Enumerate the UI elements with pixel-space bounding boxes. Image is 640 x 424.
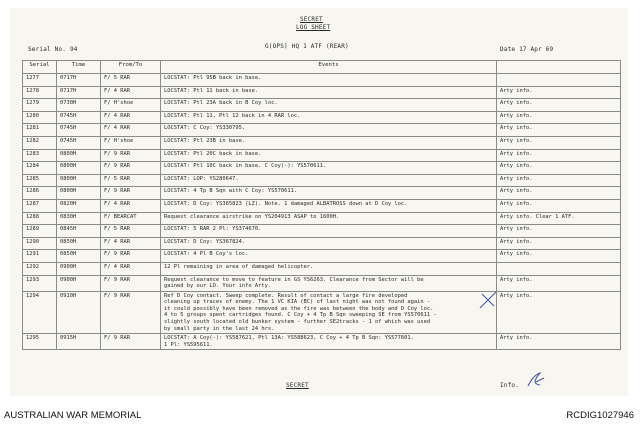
log-table xyxy=(22,60,621,350)
row-action: Arty info. xyxy=(497,174,621,187)
col-action xyxy=(497,61,621,74)
row-action: Arty info. xyxy=(497,334,621,350)
row-serial: 1287 xyxy=(23,199,57,212)
table-row xyxy=(23,111,621,124)
table-row xyxy=(23,291,621,334)
row-action: Arty info. xyxy=(497,99,621,112)
table-row xyxy=(23,334,621,350)
table-row xyxy=(23,86,621,99)
footer-archive-id: RCDIG1027946 xyxy=(566,410,634,421)
col-serial: Serial xyxy=(23,61,57,74)
row-from-to: F/ 4 RAR xyxy=(101,111,161,124)
row-action: Arty info. xyxy=(497,199,621,212)
row-serial: 1288 xyxy=(23,212,57,225)
row-from-to: F/ H'shoe xyxy=(101,136,161,149)
col-time: Time xyxy=(57,61,101,74)
col-events: Events xyxy=(161,61,497,74)
row-serial: 1285 xyxy=(23,174,57,187)
row-time: 0910H xyxy=(57,291,101,334)
row-event: LOCSTAT: Ptl 10C back in base. C Coy(-): YS570611. xyxy=(161,162,497,175)
row-from-to: F/ 4 RAR xyxy=(101,237,161,250)
row-event: 12 Pl remaining in area of damaged helicopter. xyxy=(161,262,497,275)
row-action xyxy=(497,74,621,87)
row-time: 0850H xyxy=(57,237,101,250)
handwritten-x-mark xyxy=(476,288,500,312)
table-row xyxy=(23,237,621,250)
table-row xyxy=(23,212,621,225)
row-event: LOCSTAT: D Coy: YS367824. xyxy=(161,237,497,250)
row-event: LOCSTAT: 4 Tp B Sqn with C Coy: YS570611. xyxy=(161,187,497,200)
row-time: 0900H xyxy=(57,262,101,275)
row-serial: 1277 xyxy=(23,74,57,87)
row-time: 0745H xyxy=(57,124,101,137)
row-from-to: F/ 9 RAR xyxy=(101,291,161,334)
row-time: 0800H xyxy=(57,149,101,162)
row-serial: 1283 xyxy=(23,149,57,162)
row-action: Arty info. xyxy=(497,225,621,238)
unit-heading: G(OPS) HQ 1 ATF (REAR) xyxy=(265,43,349,50)
row-from-to: F/ 4 RAR xyxy=(101,199,161,212)
row-from-to: F/ 5 RAR xyxy=(101,174,161,187)
row-time: 0800H xyxy=(57,162,101,175)
row-from-to: F/ 9 RAR xyxy=(101,187,161,200)
classification-top: SECRET xyxy=(300,16,323,23)
row-time: 0845H xyxy=(57,225,101,238)
table-row xyxy=(23,262,621,275)
row-action: Arty info. xyxy=(497,187,621,200)
row-time: 0800H xyxy=(57,187,101,200)
row-time: 0830H xyxy=(57,212,101,225)
table-row xyxy=(23,187,621,200)
row-from-to: F/ 4 RAR xyxy=(101,86,161,99)
row-from-to: F/ H'shoe xyxy=(101,99,161,112)
row-serial: 1279 xyxy=(23,99,57,112)
row-action xyxy=(497,262,621,275)
table-row xyxy=(23,199,621,212)
row-event: Request clearance to move to feature in GS YS6263. Clearance from Sector will be gained by our LO. Your info Arty. xyxy=(161,275,497,291)
row-event: LOCSTAT: 5 RAR 2 Pl: YS374670. xyxy=(161,225,497,238)
footer-archive-name: AUSTRALIAN WAR MEMORIAL xyxy=(4,410,142,421)
date-value: 17 Apr 69 xyxy=(519,46,554,53)
row-time: 0820H xyxy=(57,199,101,212)
table-header-row xyxy=(23,61,621,74)
row-action: Arty info. xyxy=(497,237,621,250)
log-sheet-title: LOG SHEET xyxy=(296,24,331,31)
row-event: LOCSTAT: Ptl 20C back in base. xyxy=(161,149,497,162)
table-row xyxy=(23,250,621,263)
row-serial: 1293 xyxy=(23,275,57,291)
row-time: 0900H xyxy=(57,275,101,291)
table-row xyxy=(23,275,621,291)
row-serial: 1284 xyxy=(23,162,57,175)
row-action: Arty info. xyxy=(497,250,621,263)
row-event: LOCSTAT: A Coy(-): YS587621, Ptl 13A: YS588623, C Coy + 4 Tp B Sqn: YS577601. 1 Pl: YS595611. xyxy=(161,334,497,350)
row-action: Arty info. xyxy=(497,86,621,99)
table-row xyxy=(23,162,621,175)
row-event: LOCSTAT: D Coy: YS365823 (LZ). Note. 1 damaged ALBATROSS down at D Coy loc. xyxy=(161,199,497,212)
table-row xyxy=(23,149,621,162)
col-from-to: From/To xyxy=(101,61,161,74)
row-from-to: F/ 9 RAR xyxy=(101,334,161,350)
row-event: LOCSTAT: LOP: YS280647. xyxy=(161,174,497,187)
row-event: Ref D Coy contact. Sweep complete. Result of contact a large fire developed cleaning up traces of enemy. The 1 VC KIA (BC) of last night was not found again - it could possibly have been removed as the fire was between the body and D Coy loc. 4 to 5 groups spent cartridges found. C Coy + 4 Tp B Sqn sweeping SE from YS570611 - slightly south located old bunker system - further SE2tracks - 1 of which was used by small party in the last 24 hrs. xyxy=(161,291,497,334)
table-row xyxy=(23,74,621,87)
row-time: 0717H xyxy=(57,86,101,99)
row-action: Arty info. xyxy=(497,124,621,137)
date-label: Date xyxy=(500,46,516,53)
row-serial: 1278 xyxy=(23,86,57,99)
row-from-to: F/ 9 RAR xyxy=(101,149,161,162)
row-event: LOCSTAT: Ptl 23A back in B Coy loc. xyxy=(161,99,497,112)
row-from-to: F/ BEARCAT xyxy=(101,212,161,225)
row-event: LOCSTAT: Ptl 23B in base. xyxy=(161,136,497,149)
row-from-to: F/ 4 RAR xyxy=(101,124,161,137)
row-event: LOCSTAT: Ptl 95B back in base. xyxy=(161,74,497,87)
row-action: Arty info. xyxy=(497,136,621,149)
table-row xyxy=(23,225,621,238)
row-from-to: F/ 9 RAR xyxy=(101,250,161,263)
sheet-date xyxy=(500,46,553,53)
row-serial: 1281 xyxy=(23,124,57,137)
handwritten-initial-mark xyxy=(522,370,552,390)
row-serial: 1289 xyxy=(23,225,57,238)
serial-label: Serial No. xyxy=(28,46,67,53)
row-event: LOCSTAT: C Coy: YS330795. xyxy=(161,124,497,137)
table-row xyxy=(23,174,621,187)
table-row xyxy=(23,99,621,112)
row-time: 0717H xyxy=(57,74,101,87)
row-action: Arty info. xyxy=(497,111,621,124)
row-serial: 1295 xyxy=(23,334,57,350)
row-serial: 1292 xyxy=(23,262,57,275)
serial-number xyxy=(28,46,78,53)
row-event: LOCSTAT: Ptl 11, Ptl 12 back in 4 RAR loc. xyxy=(161,111,497,124)
row-from-to: F/ 5 RAR xyxy=(101,74,161,87)
row-serial: 1286 xyxy=(23,187,57,200)
row-time: 0800H xyxy=(57,174,101,187)
row-event: LOCSTAT: Ptl 11 back in base. xyxy=(161,86,497,99)
row-action: Arty info. Clear 1 ATF. xyxy=(497,212,621,225)
serial-value: 94 xyxy=(69,46,78,53)
row-action: Arty info. xyxy=(497,149,621,162)
row-time: 0745H xyxy=(57,111,101,124)
classification-bottom: SECRET xyxy=(286,382,309,389)
row-serial: 1294 xyxy=(23,291,57,334)
row-event: Request clearance airstrike on YS204913 ASAP to 1600H. xyxy=(161,212,497,225)
row-action: Arty info. xyxy=(497,275,621,291)
table-row xyxy=(23,124,621,137)
row-from-to: F/ 4 RAR xyxy=(101,262,161,275)
info-label: Info. xyxy=(500,382,520,389)
table-row xyxy=(23,136,621,149)
row-event: LOCSTAT: 4 Pl B Coy's loc. xyxy=(161,250,497,263)
row-serial: 1280 xyxy=(23,111,57,124)
row-action: Arty info. xyxy=(497,291,621,334)
row-time: 0745H xyxy=(57,136,101,149)
row-time: 0850H xyxy=(57,250,101,263)
row-time: 0915H xyxy=(57,334,101,350)
row-from-to: F/ 9 RAR xyxy=(101,162,161,175)
row-from-to: F/ 5 RAR xyxy=(101,225,161,238)
row-from-to: F/ 9 RAR xyxy=(101,275,161,291)
row-serial: 1291 xyxy=(23,250,57,263)
row-serial: 1290 xyxy=(23,237,57,250)
row-action: Arty info. xyxy=(497,162,621,175)
row-time: 0730H xyxy=(57,99,101,112)
row-serial: 1282 xyxy=(23,136,57,149)
